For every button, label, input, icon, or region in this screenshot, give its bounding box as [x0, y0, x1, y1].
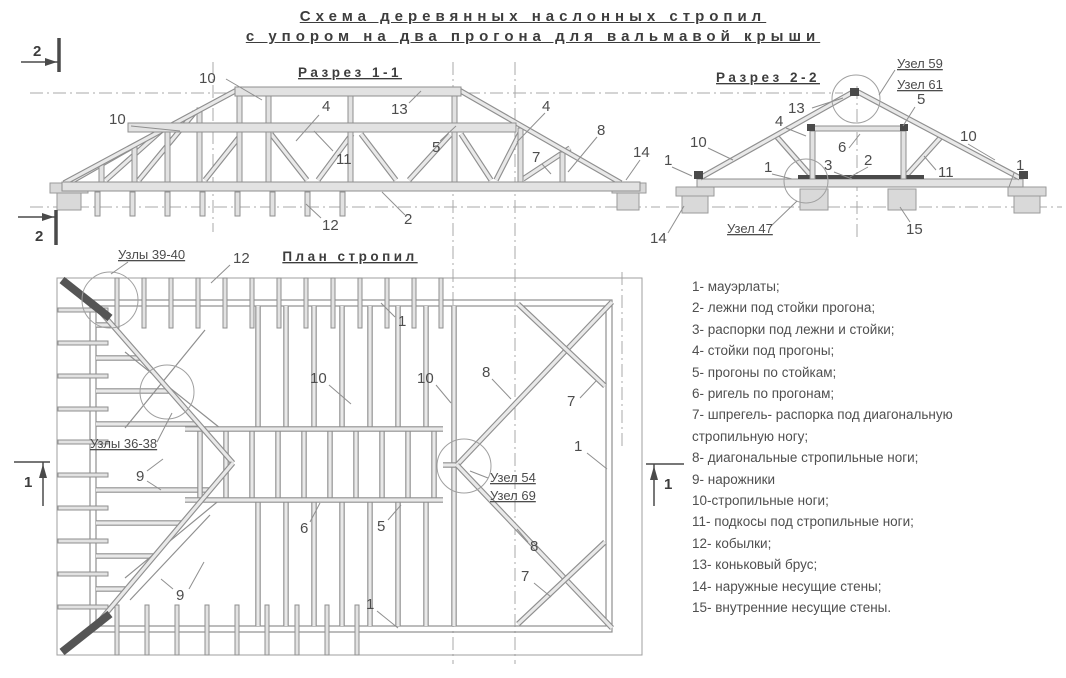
callout-mauerlat-inner: 1 [764, 159, 773, 176]
node-47-label: Узел 47 [727, 221, 773, 236]
purlin-band [128, 123, 516, 132]
callout-sprengel-bottom: 7 [521, 568, 530, 585]
node-59-label: Узел 59 [897, 56, 943, 71]
drawing-title-line1: Схема деревянных наслонных стропил [299, 8, 767, 25]
callout-mauerlat-right: 1 [574, 438, 583, 455]
post-left [810, 131, 815, 179]
collar-rigel [812, 126, 905, 131]
legend-item: 12- кобылки; [692, 535, 772, 551]
ridge-chord [235, 87, 461, 96]
tie-beam [697, 179, 1023, 187]
callout-jack-top: 9 [136, 468, 145, 485]
callout-strut: 11 [336, 151, 352, 168]
legend-item: 13- коньковый брус; [692, 557, 818, 573]
kobylki-stubs [95, 192, 345, 216]
hip-braces [125, 330, 225, 600]
callout-post-a: 4 [322, 98, 331, 115]
wall-outline-outer [90, 300, 612, 632]
kobylki-left [58, 308, 108, 609]
marker-2-bottom [18, 210, 56, 245]
mauerlat-left [694, 171, 703, 179]
wall-left [676, 187, 714, 196]
legend-item: 9- нарожники [692, 471, 776, 487]
drawing-title-block [0, 7, 1066, 47]
callout-mauerlat-top: 1 [398, 313, 407, 330]
ridge-block [850, 88, 859, 96]
section-2-2-title: Разрез 2-2 [716, 70, 820, 85]
legend-list [692, 276, 1026, 619]
legend-item: 5- прогоны по стойкам; [692, 364, 837, 380]
callout-outer-wall: 14 [633, 144, 650, 161]
callout-sprengel-top: 7 [567, 393, 576, 410]
marker-1-left [14, 462, 50, 506]
bottom-chord [62, 182, 640, 191]
callout-post: 4 [775, 113, 784, 130]
legend-item: 1- мауэрлаты; [692, 279, 780, 294]
legend-item: 6- ригель по прогонам; [692, 386, 835, 402]
strut-right [904, 137, 941, 178]
kobylki-top [115, 278, 443, 328]
purlin-ladder [185, 429, 457, 500]
strut-left [777, 137, 813, 178]
marker-1-right [646, 464, 684, 506]
plan-title: План стропил [282, 249, 418, 264]
callout-collar: 6 [838, 139, 847, 156]
inner-wall-right [888, 189, 916, 210]
callout-strut: 11 [938, 164, 954, 181]
callout-diagonal-bottom: 8 [530, 538, 539, 555]
callout-kobylka: 12 [233, 250, 250, 267]
callout-rafter-top: 10 [199, 70, 216, 87]
callout-spacer: 3 [824, 157, 833, 174]
legend-item: 2- лежни под стойки прогона; [692, 300, 876, 316]
nodes-36-38-label: Узлы 36-38 [90, 436, 158, 451]
legend-item: 15- внутренние несущие стены. [692, 600, 892, 616]
nodes-39-40-label: Узлы 39-40 [118, 247, 186, 262]
callout-purlin: 5 [432, 139, 441, 156]
callout-outer-wall: 14 [650, 230, 667, 247]
node-69-label: Узел 69 [490, 488, 536, 503]
callout-mauerlat-bottom: 1 [366, 596, 375, 613]
legend-item: 4- стойки под прогоны; [692, 343, 835, 359]
marker-2-bottom-label: 2 [35, 228, 44, 245]
marker-1-left-label: 1 [24, 474, 33, 491]
marker-2-top-label: 2 [33, 43, 42, 60]
marker-1-right-label: 1 [664, 476, 673, 493]
callout-mauerlat-left: 1 [664, 152, 673, 169]
jack-rafters [96, 325, 210, 589]
callout-mauerlat-right: 1 [1016, 157, 1025, 174]
callout-purlin: 5 [917, 91, 926, 108]
kobylki-bottom [115, 605, 359, 655]
callout-jack-bottom: 9 [176, 587, 185, 604]
hip-diagonals [62, 280, 612, 652]
callout-rafter-a: 10 [310, 370, 327, 387]
legend-item: 8- диагональные стропильные ноги; [692, 450, 919, 466]
drawing-title-line2: с упором на два прогона для вальмавой крыши [245, 28, 821, 45]
node-54-label: Узел 54 [490, 470, 536, 485]
wall-outline-inner [96, 306, 606, 626]
callout-rafter-left: 10 [690, 134, 707, 151]
plan-drawing [57, 272, 642, 655]
legend-item: 3- распорки под лежни и стойки; [692, 321, 895, 337]
legend-item: 7- шпрегель- распорка под диагональную стропильную ногу; [692, 407, 953, 444]
callout-kobylka: 12 [322, 217, 339, 234]
legend-item: 11- подкосы под стропильные ноги; [692, 514, 914, 530]
callout-ridge-beam: 13 [391, 101, 408, 118]
callout-purlin: 5 [377, 518, 386, 535]
callout-ridge-beam: 13 [788, 100, 805, 117]
section-2-2-drawing [676, 75, 1046, 213]
inner-wall-left [800, 189, 828, 210]
callout-rafter-left: 10 [109, 111, 126, 128]
callout-diagonal-top: 8 [482, 364, 491, 381]
callout-inner-wall: 15 [906, 221, 923, 238]
callout-diagonal-leg: 8 [597, 122, 606, 139]
node-61-label: Узел 61 [897, 77, 943, 92]
callout-rafter-right: 10 [960, 128, 977, 145]
callout-post-b: 4 [542, 98, 551, 115]
callout-sprengel: 7 [532, 149, 541, 166]
wall-right [1008, 187, 1046, 196]
legend-item: 10-стропильные ноги; [692, 493, 829, 509]
section-1-1-title: Разрез 1-1 [298, 65, 402, 80]
callout-rafter-b: 10 [417, 370, 434, 387]
braces [74, 112, 570, 180]
post-right [901, 131, 906, 179]
legend-item: 14- наружные несущие стены; [692, 578, 882, 594]
plan-callouts [90, 247, 607, 628]
callout-lezhen: 2 [864, 152, 873, 169]
callout-tie: 2 [404, 211, 413, 228]
callout-collar: 6 [300, 520, 309, 537]
